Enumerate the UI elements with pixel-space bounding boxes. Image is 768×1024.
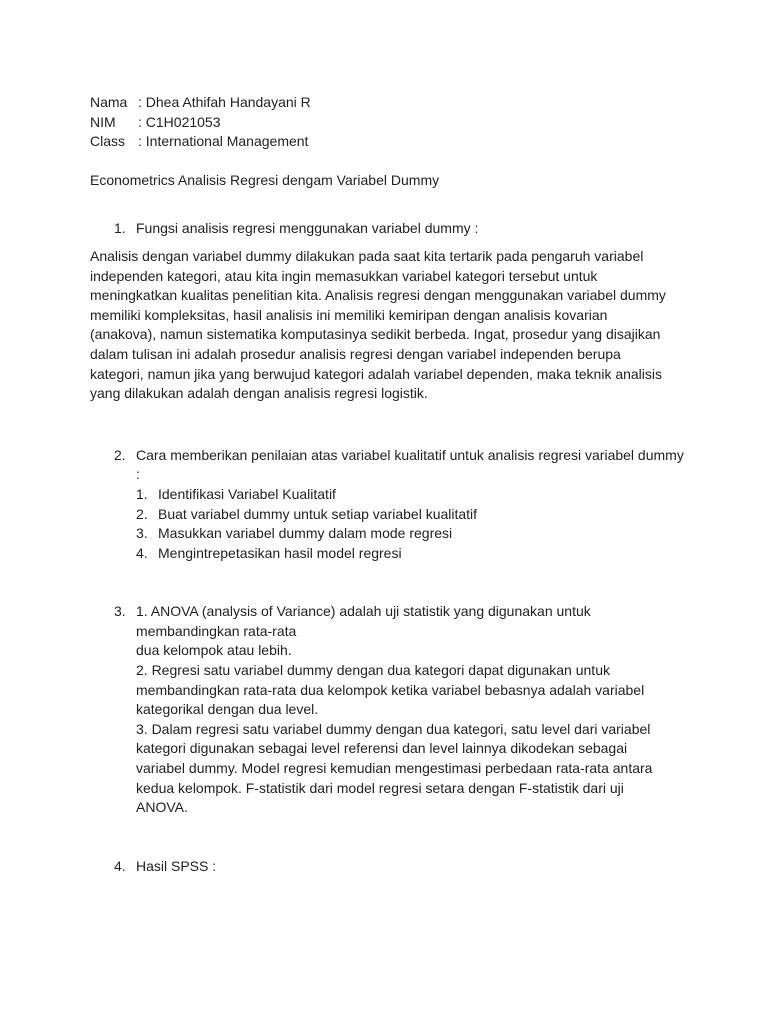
list-item: [90, 524, 690, 544]
section-1-paragraph: Analisis dengan variabel dummy dilakukan pada saat kita tertarik pada pengaruh variabel independen kategori, atau kita ingin memasukkan variabel kategori tersebut untuk meningkatkan kualitas penelitian kita. Analisis regresi dengan menggunakan variabel dummy memiliki kompleksitas, hasil analisis ini memiliki kemiripan dengan analisis kovarian (anakova), namun sistematika komputasinya sedikit berbeda. Ingat, prosedur yang disajikan dalam tulisan ini adalah prosedur analisis regresi dengan variabel independen berupa kategori, namun jika yang berwujud kategori adalah variabel dependen, maka teknik analisis yang dilakukan adalah dengan analisis regresi logistik.: [90, 247, 666, 402]
section-2-steps: [90, 485, 690, 563]
step-4-text: Mengintrepetasikan hasil model regresi: [158, 544, 402, 561]
step-1-number: 1.: [136, 485, 148, 502]
identity-name-value: : Dhea Athifah Handayani R: [138, 94, 311, 110]
document-body: [90, 93, 690, 876]
section-3-content: [90, 602, 676, 818]
list-item: [90, 544, 690, 564]
identity-name-key: Nama: [90, 94, 128, 110]
section-3-point-1: 1. ANOVA (analysis of Variance) adalah uji statistik yang digunakan untuk membandingkan rata-rata: [136, 603, 591, 639]
section-1: [90, 219, 690, 239]
section-4: [90, 857, 690, 877]
section-2: [90, 446, 690, 564]
identity-class-key: Class: [90, 133, 126, 150]
step-4-number: 4.: [136, 544, 148, 561]
section-2-number: 2.: [114, 446, 126, 463]
step-3-number: 3.: [136, 525, 148, 542]
document-title: Econometrics Analisis Regresi dengam Variabel Dummy: [90, 171, 440, 188]
section-3: [90, 602, 690, 818]
list-item: [90, 485, 690, 505]
identity-nim-row: [90, 113, 690, 133]
section-2-heading: Cara memberikan penilaian atas variabel kualitatif untuk analisis regresi variabel dummy :: [136, 446, 684, 483]
section-1-heading: Fungsi analisis regresi menggunakan variabel dummy :: [136, 220, 479, 237]
identity-nim-value: : C1H021053: [138, 113, 221, 130]
step-3-text: Masukkan variabel dummy dalam mode regresi: [158, 525, 453, 542]
section-4-heading: Hasil SPSS :: [136, 857, 217, 874]
section-3-point-2: 2. Regresi satu variabel dummy dengan dua kategori dapat digunakan untuk membandingkan rata-rata dua kelompok ketika variabel bebasnya adalah variabel kategorikal dengan dua level.: [136, 662, 645, 718]
step-1-text: Identifikasi Variabel Kualitatif: [158, 485, 336, 502]
identity-nim-key: NIM: [90, 113, 116, 130]
identity-name-row: [90, 93, 690, 113]
section-1-number: 1.: [114, 220, 126, 237]
section-3-point-3: 3. Dalam regresi satu variabel dummy dengan dua kategori, satu level dari variabel kategori digunakan sebagai level referensi dan level lainnya dikodekan sebagai variabel dummy. Model regresi kemudian mengestimasi perbedaan rata-rata antara kedua kelompok. F-statistik dari model regresi setara dengan F-statistik dari uji ANOVA.: [136, 720, 653, 816]
section-3-number: 3.: [114, 603, 126, 620]
step-2-number: 2.: [136, 505, 148, 522]
identity-class-row: [90, 132, 690, 152]
section-4-number: 4.: [114, 857, 126, 874]
step-2-text: Buat variabel dummy untuk setiap variabel kualitatif: [158, 505, 478, 522]
identity-block: [90, 93, 690, 152]
identity-class-value: : International Management: [138, 133, 309, 150]
section-3-point-1-continued: dua kelompok atau lebih.: [136, 642, 292, 659]
list-item: [90, 505, 690, 525]
